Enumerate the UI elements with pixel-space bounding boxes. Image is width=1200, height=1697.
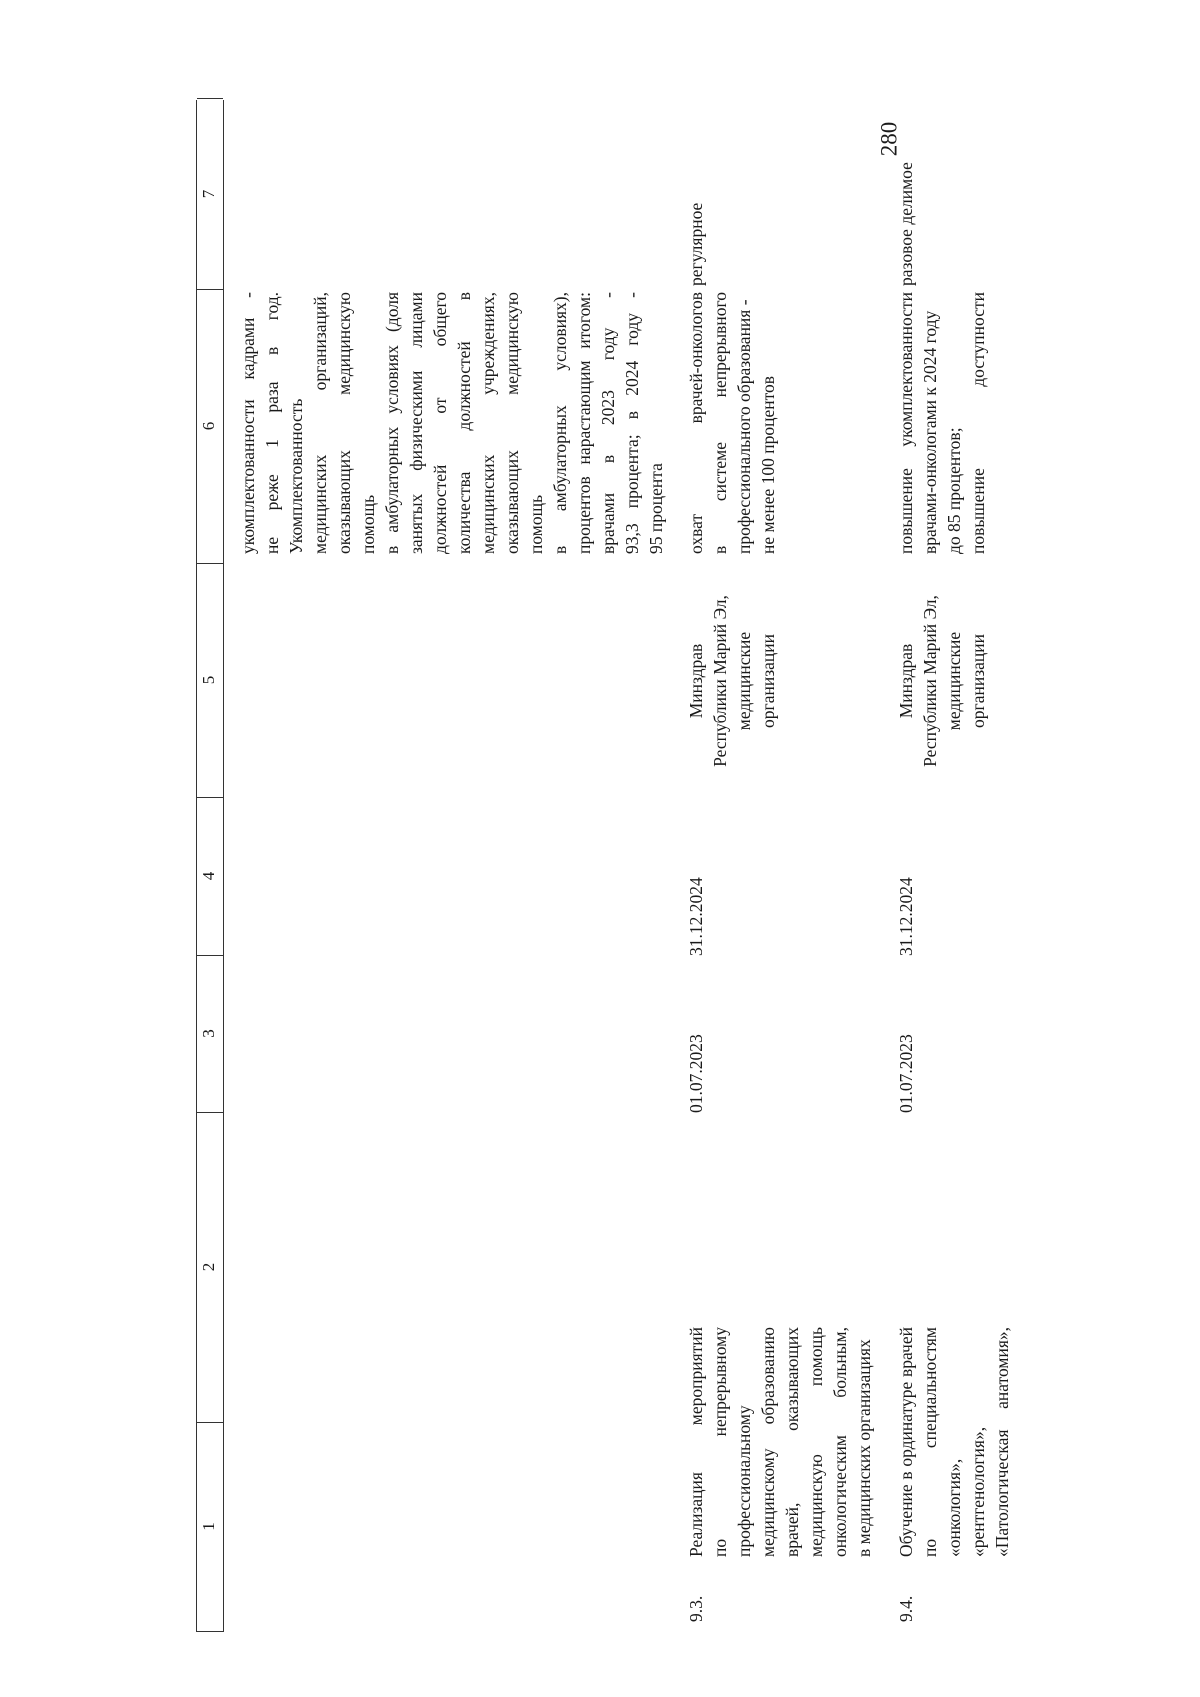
- responsible: [684, 564, 780, 798]
- text-line: профессиональному: [734, 1405, 754, 1557]
- text-line: оказывающих медицинскую: [502, 292, 522, 554]
- end-date: 31.12.2024: [896, 877, 916, 956]
- text-line: должностей от общего: [430, 292, 450, 554]
- text-line: медицинские: [944, 631, 964, 731]
- text-line: врачами-онкологами к 2024 году: [920, 310, 940, 554]
- event-type: регулярное: [686, 202, 706, 286]
- text-line: охват врачей-онкологов: [686, 292, 706, 554]
- text-line: Реализация мероприятий: [686, 1327, 706, 1557]
- text-line: процентов нарастающим итогом:: [574, 292, 594, 554]
- event-type: разовое делимое: [896, 162, 916, 286]
- row-number: 9.3.: [686, 1595, 706, 1622]
- text-line: по непрерывному: [710, 1327, 730, 1557]
- text-line: 93,3 процента; в 2024 году -: [622, 292, 642, 554]
- row-title: [894, 1327, 1014, 1557]
- text-line: онкологическим больным,: [830, 1327, 850, 1557]
- header-col-5: 5: [197, 563, 223, 798]
- text-line: профессионального образования -: [734, 299, 754, 554]
- text-line: медицинских учреждениях,: [478, 292, 498, 554]
- text-line: 95 процента: [646, 463, 666, 554]
- text-line: укомплектованности кадрами -: [238, 292, 258, 554]
- page-number: 280: [876, 121, 902, 157]
- text-line: организации: [758, 634, 778, 728]
- start-date: 01.07.2023: [686, 1034, 706, 1113]
- continuation-row: [236, 100, 676, 1632]
- text-line: организации: [968, 634, 988, 728]
- end-date: 31.12.2024: [686, 877, 706, 956]
- text-line: в системе непрерывного: [710, 292, 730, 554]
- header-col-4: 4: [197, 797, 223, 956]
- text-line: «онкология», «рентгенология»,: [944, 1426, 988, 1557]
- table-row-9-4: [894, 100, 1024, 1632]
- header-col-7: 7: [197, 98, 223, 290]
- text-line: Минздрав: [686, 643, 706, 719]
- header-col-1: 1: [197, 1422, 223, 1632]
- text-line: медицинскому образованию: [758, 1327, 778, 1557]
- text-line: количества должностей в: [454, 292, 474, 554]
- text-line: по специальностям: [920, 1327, 940, 1557]
- text-line: Укомплектованность: [286, 398, 306, 554]
- text-line: врачами в 2023 году -: [598, 292, 618, 554]
- table-header-row: [196, 100, 224, 1632]
- result: [894, 292, 990, 554]
- text-line: оказывающих медицинскую: [334, 292, 354, 554]
- text-line: «Патологическая анатомия»,: [992, 1327, 1012, 1557]
- header-col-6: 6: [197, 289, 223, 564]
- text-line: помощь: [526, 494, 546, 554]
- text-line: Республики Марий Эл,: [710, 595, 730, 767]
- text-line: не менее 100 процентов: [758, 375, 778, 554]
- text-line: не реже 1 раза в год.: [262, 292, 282, 554]
- text-line: до 85 процентов;: [944, 427, 964, 554]
- text-line: медицинскую помощь: [806, 1327, 826, 1557]
- header-col-3: 3: [197, 955, 223, 1113]
- row-number: 9.4.: [896, 1595, 916, 1622]
- text-line: Обучение в ординатуре врачей: [896, 1327, 916, 1557]
- text-line: помощь: [358, 494, 378, 554]
- header-col-2: 2: [197, 1112, 223, 1423]
- continuation-result: [236, 292, 668, 554]
- text-line: Минздрав: [896, 643, 916, 719]
- text-line: занятых физическими лицами: [406, 292, 426, 554]
- text-line: Республики Марий Эл,: [920, 595, 940, 767]
- start-date: 01.07.2023: [896, 1034, 916, 1113]
- text-line: врачей, оказывающих: [782, 1327, 802, 1557]
- text-line: в амбулаторных условиях (доля: [382, 292, 402, 554]
- result: [684, 292, 780, 554]
- text-line: медицинские: [734, 631, 754, 731]
- responsible: [894, 564, 990, 798]
- table-row-9-3: [684, 100, 894, 1632]
- plan-table: [196, 100, 1036, 1632]
- text-line: повышение доступности: [968, 292, 988, 554]
- text-line: в медицинских организациях: [854, 1339, 874, 1557]
- row-title: [684, 1327, 876, 1557]
- text-line: в амбулаторных условиях),: [550, 292, 570, 554]
- text-line: медицинских организаций,: [310, 292, 330, 554]
- text-line: повышение укомплектованности: [896, 292, 916, 554]
